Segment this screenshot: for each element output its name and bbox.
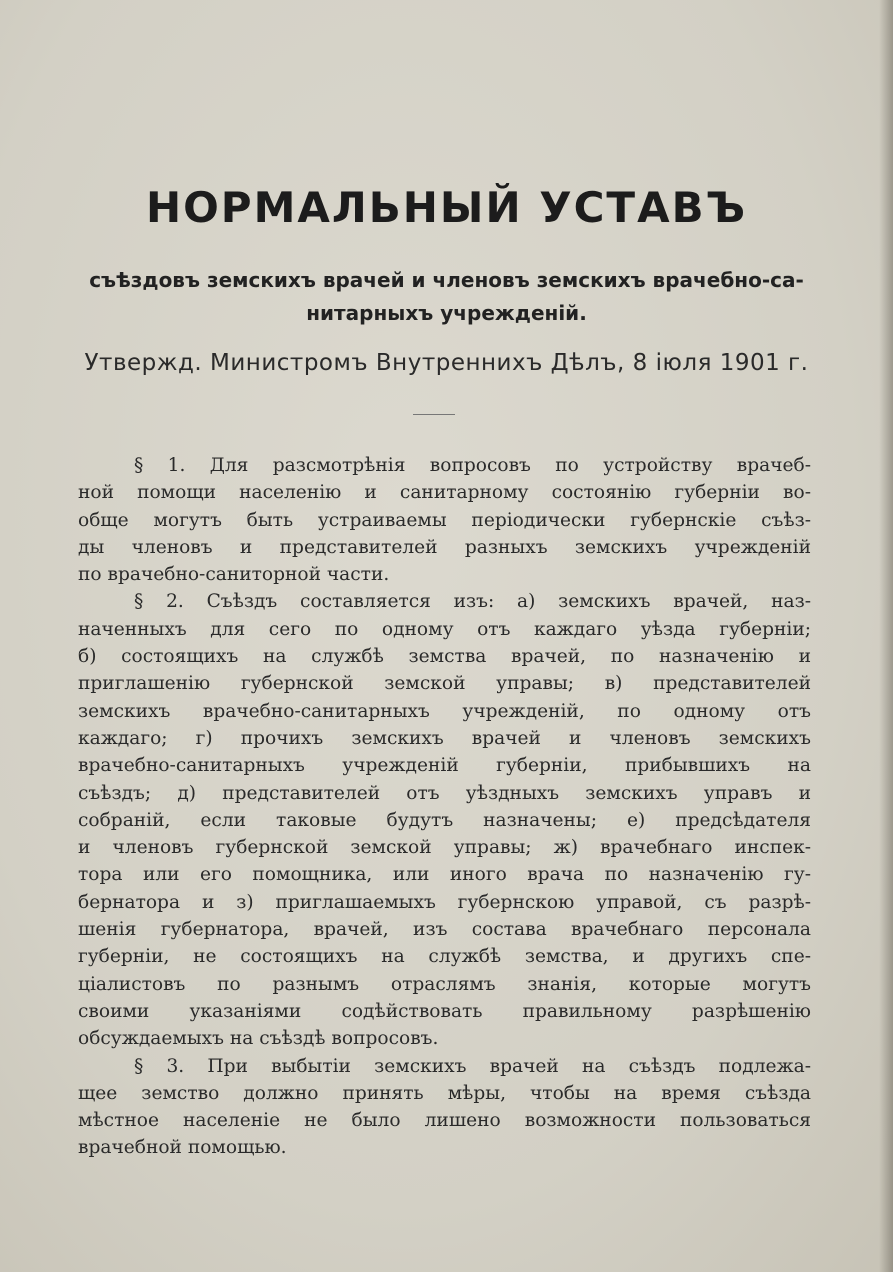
text-line: и членовъ губернской земской управы; ж) врачебнаго инспек-: [78, 837, 811, 859]
text-line: обсуждаемыхъ на съѣздѣ вопросовъ.: [78, 1028, 439, 1050]
text-line: щее земство должно принять мѣры, чтобы на время съѣзда: [78, 1082, 811, 1104]
text-line: своими указаніями содѣйствовать правильному разрѣшенію: [78, 1000, 811, 1022]
text-line: обще могутъ быть устраиваемы періодически губернскіе съѣз-: [78, 509, 811, 531]
text-line: врачебно-санитарныхъ учрежденій губерніи, прибывшихъ на: [78, 755, 811, 777]
text-line: § 3. При выбытіи земскихъ врачей на съѣздъ подлежа-: [134, 1055, 811, 1077]
text-line: каждаго; г) прочихъ земскихъ врачей и членовъ земскихъ: [78, 727, 811, 749]
text-line: б) состоящихъ на службѣ земства врачей, по назначенію и: [78, 646, 811, 668]
text-line: тора или его помощника, или иного врача по назначенію гу-: [78, 864, 811, 886]
paragraph-1: [78, 452, 811, 588]
body-text: [78, 452, 811, 1162]
paragraph-2: [78, 588, 811, 1052]
text-line: по врачебно-саниторной части.: [78, 564, 390, 586]
text-line: шенія губернатора, врачей, изъ состава врачебнаго персонала: [78, 919, 811, 941]
approval-note: Утвержд. Министромъ Внутреннихъ Дѣлъ, 8 іюля 1901 г.: [84, 350, 809, 376]
text-line: ной помощи населенію и санитарному состоянію губерніи во-: [78, 482, 811, 504]
subtitle-line: нитарныхъ учрежденій.: [306, 301, 587, 325]
text-line: наченныхъ для сего по одному отъ каждаго уѣзда губерніи;: [78, 618, 811, 640]
document-title: НОРМАЛЬНЫЙ УСТАВЪ: [145, 183, 748, 232]
text-line: врачебной помощью.: [78, 1137, 287, 1159]
subtitle-line: съѣздовъ земскихъ врачей и членовъ земскихъ врачебно-са-: [89, 268, 804, 292]
separator-rule: [413, 414, 455, 415]
text-line: ціалистовъ по разнымъ отраслямъ знанія, которые могутъ: [78, 973, 811, 995]
text-line: приглашенію губернской земской управы; в) представителей: [78, 673, 811, 695]
text-line: бернатора и з) приглашаемыхъ губернскою управой, съ разрѣ-: [78, 891, 811, 913]
text-line: собраній, если таковые будутъ назначены; е) предсѣдателя: [78, 809, 811, 831]
text-line: губерніи, не состоящихъ на службѣ земства, и другихъ спе-: [78, 946, 811, 968]
text-line: ды членовъ и представителей разныхъ земскихъ учрежденій: [78, 536, 811, 558]
text-line: § 2. Съѣздъ составляется изъ: а) земскихъ врачей, наз-: [134, 591, 811, 613]
paragraph-3: [78, 1053, 811, 1162]
document-subtitle: [60, 264, 833, 330]
text-line: земскихъ врачебно-санитарныхъ учрежденій, по одному отъ: [78, 700, 811, 722]
text-line: § 1. Для разсмотрѣнія вопросовъ по устройству врачеб-: [134, 455, 811, 476]
text-line: мѣстное населеніе не было лишено возможности пользоваться: [78, 1110, 811, 1132]
text-line: съѣздъ; д) представителей отъ уѣздныхъ земскихъ управъ и: [78, 782, 811, 804]
